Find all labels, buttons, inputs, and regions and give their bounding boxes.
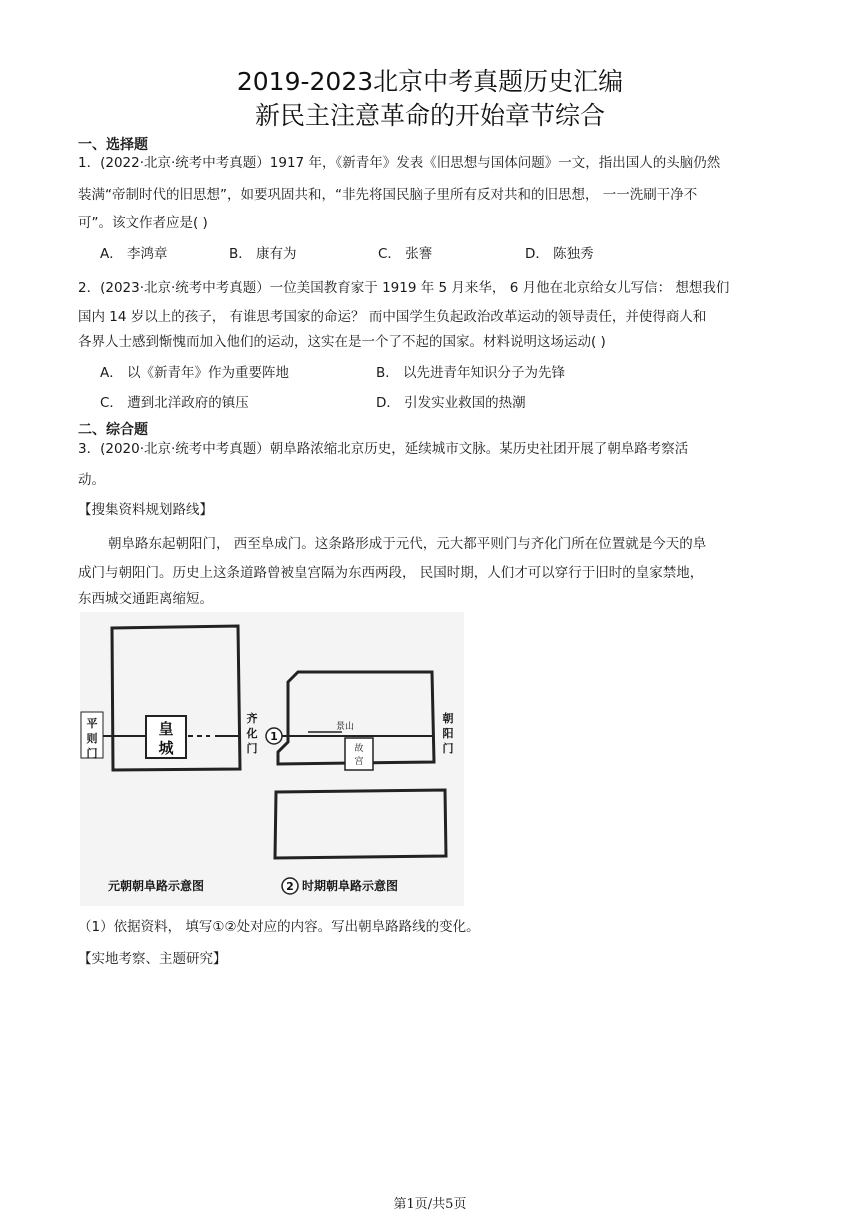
label-chaoyang-2: 阳 [442,727,454,740]
label-chaoyang-3: 门 [442,742,454,755]
label-pingze-2: 则 [86,732,98,745]
q1-option-d: D． 陈独秀 [525,246,594,262]
q1-option-c: C． 张謇 [378,246,433,262]
q3-paragraph-line3: 东西城交通距离缩短。 [78,591,213,607]
q1-text-line2: 装满“帝制时代的旧思想”，如要巩固共和，“非先将国民脑子里所有反对共和的旧思想， 一一洗刷干净不 [78,187,698,203]
map-caption-later: 时期朝阜路示意图 [302,879,399,893]
label-huangcheng-2: 城 [158,739,174,757]
q1-option-b: B． 康有为 [229,246,297,262]
label-gugong-2: 宫 [354,757,364,767]
q2-option-d: D． 引发实业救国的热潮 [376,395,526,411]
q1-text-line1: 1．(2022·北京·统考中考真题）1917 年，《新青年》发表《旧思想与国体问题》一文，指出国人的头脑仍然 [78,155,721,171]
doc-title-line1: 2019-2023北京中考真题历史汇编 [236,67,624,96]
q3-text-line1: 3．(2020·北京·统考中考真题）朝阜路浓缩北京历史，延续城市文脉。某历史社团开展了朝阜路考察活 [78,441,689,457]
q2-option-a: A． 以《新青年》作为重要阵地 [100,365,290,381]
q2-text-line2: 国内 14 岁以上的孩子， 有谁思考国家的命运？ 而中国学生负起政治改革运动的领导责任，并使得商人和 [78,309,707,325]
q1-option-a: A． 李鸿章 [100,246,168,262]
q1-text-line3: 可”。该文作者应是( ) [78,215,208,231]
map-caption-yuan: 元朝朝阜路示意图 [108,879,205,893]
q2-text-line1: 2．(2023·北京·统考中考真题）一位美国教育家于 1919 年 5 月来华， 6 月他在北京给女儿写信： 想想我们 [78,280,730,296]
page-footer: 第1页/共5页 [393,1197,467,1212]
doc-title-line2: 新民主注意革命的开始章节综合 [254,101,605,130]
label-huangcheng-1: 皇 [158,720,174,738]
q3-heading-fieldwork: 【实地考察、主题研究】 [78,951,227,967]
label-pingze-1: 平 [86,717,98,730]
q2-option-c: C． 遭到北洋政府的镇压 [100,395,249,411]
chaofu-road-map-figure [80,612,464,906]
section-heading-choice: 一、选择题 [78,137,148,153]
label-pingze-3: 门 [86,747,98,760]
label-jingshan: 景山 [335,722,355,732]
q2-text-line3: 各界人士感到惭愧而加入他们的运动，这实在是一个了不起的国家。材料说明这场运动( ) [78,334,606,350]
label-chaoyang-1: 朝 [442,712,454,725]
q3-heading-collect: 【搜集资料规划路线】 [78,502,213,518]
map-caption-circle-2: 2 [286,880,294,893]
label-gugong-1: 故 [354,744,364,754]
q2-option-b: B． 以先进青年知识分子为先锋 [376,365,566,381]
q3-paragraph-line1: 朝阜路东起朝阳门， 西至阜成门。这条路形成于元代，元大都平则门与齐化门所在位置就是今天的阜 [108,536,707,552]
q3-paragraph-line2: 成门与朝阳门。历史上这条道路曾被皇宫隔为东西两段， 民国时期，人们才可以穿行于旧时的皇家禁地， [78,565,704,581]
section-heading-comprehensive: 二、综合题 [78,422,148,438]
label-qihua-2: 化 [246,727,258,740]
q3-subquestion-1: （1）依据资料， 填写①②处对应的内容。写出朝阜路路线的变化。 [78,919,480,935]
label-circle-1: 1 [270,730,278,743]
label-qihua-1: 齐 [246,712,258,725]
q3-text-line2: 动。 [78,472,105,488]
label-qihua-3: 门 [246,742,258,755]
